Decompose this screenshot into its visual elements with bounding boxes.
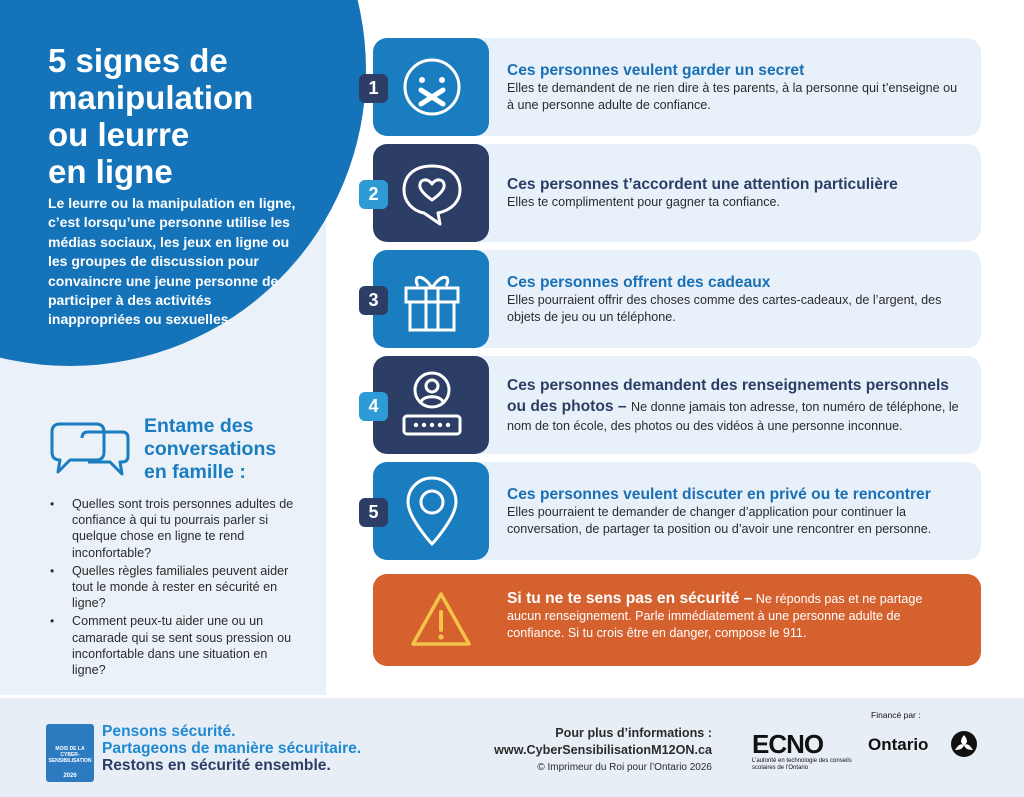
question-item: • Quelles sont trois personnes adultes de confiance à qui tu pourrais parler si quelque chose en ligne te rend inconfortable? (48, 496, 298, 561)
question-item: • Comment peux-tu aider une ou un camarade qui se sent sous pression ou inconfortable dans une situation en ligne? (48, 613, 298, 678)
warning-description: Ne réponds pas et ne partage aucun renseignement. Parle immédiatement à une personne adulte de confiance. Si tu crois être en danger, compose le 911. (507, 592, 923, 640)
badge-year: 2026 (63, 773, 77, 779)
sign-title: Ces personnes demandent des renseignements personnels ou des photos – (507, 376, 949, 415)
chat-bubbles-icon (48, 418, 134, 480)
warning-box (373, 574, 981, 666)
mouth-taped-face-icon (400, 50, 464, 124)
cyber-awareness-badge (46, 724, 94, 782)
sign-card-1 (368, 38, 981, 136)
user-password-icon (400, 368, 464, 442)
ontario-trillium-icon (950, 730, 978, 758)
more-info-label: Pour plus d’informations : (555, 726, 712, 740)
ecno-logo (752, 730, 862, 772)
sign-title: Ces personnes veulent discuter en privé ou te rencontrer (507, 485, 931, 503)
sign-tile (373, 462, 489, 560)
ecno-wordmark: ECNO (752, 729, 824, 759)
ecno-subtitle: L’autorité en technologie des conseils scolaires de l’Ontario (752, 758, 852, 771)
sign-title: Ces personnes offrent des cadeaux (507, 273, 771, 291)
more-info (470, 725, 712, 759)
sign-number: 5 (359, 498, 388, 527)
question-item: • Quelles règles familiales peuvent aider tout le monde à rester en sécurité en ligne? (48, 563, 298, 612)
funded-by-label: Financé par : (871, 710, 921, 720)
tagline-line: Restons en sécurité ensemble. (102, 757, 331, 774)
sign-number: 3 (359, 286, 388, 315)
sign-title: Ces personnes t’accordent une attention particulière (507, 176, 898, 193)
sign-tile (373, 356, 489, 454)
sign-card-2 (368, 144, 981, 242)
ontario-wordmark: Ontario (868, 735, 929, 754)
sign-number: 2 (359, 180, 388, 209)
sign-tile (373, 250, 489, 348)
sign-tile (373, 144, 489, 242)
question-list (48, 496, 298, 680)
sign-card-3 (368, 250, 981, 348)
badge-text: MOIS DE LA CYBER-SENSIBILISATION (48, 746, 92, 764)
gift-icon (400, 262, 464, 336)
location-pin-icon (400, 474, 464, 548)
sign-description: Elles te complimentent pour gagner ta confiance. (507, 195, 781, 209)
warning-title: Si tu ne te sens pas en sécurité – (507, 590, 753, 607)
page-title: 5 signes de manipulation ou leurre en ligne (48, 42, 254, 190)
heart-speech-bubble-icon (400, 156, 464, 230)
tagline-line: Partageons de manière sécuritaire. (102, 740, 362, 757)
sign-card-4 (368, 356, 981, 454)
sign-description: Ne donne jamais ton adresse, ton numéro de téléphone, le nom de ton école, des photos ou des vidéos à une personne inconnue. (507, 399, 959, 433)
sign-number: 1 (359, 74, 388, 103)
sign-number: 4 (359, 392, 388, 421)
intro-text: Le leurre ou la manipulation en ligne, c’est lorsqu’une personne utilise les médias sociaux, les jeux en ligne ou les groupes de discussion pour convaincre une jeune personne de participer à des activités inappropriées ou sexuelles. (48, 195, 296, 328)
tagline (102, 723, 361, 774)
conversation-title: Entame des conversations en famille : (144, 415, 277, 483)
sign-tile (373, 38, 489, 136)
sign-description: Elles pourraient te demander de changer d’application pour continuer la conversation, de partager ta position ou d’avoir une rencontrer en personne. (507, 504, 932, 536)
sign-title: Ces personnes veulent garder un secret (507, 61, 805, 79)
sign-description: Elles pourraient offrir des choses comme des cartes-cadeaux, de l’argent, des objets de jeu ou un téléphone. (507, 292, 942, 324)
sign-description: Elles te demandent de ne rien dire à tes parents, à la personne qui t’enseigne ou à une personne adulte de confiance. (507, 80, 958, 112)
sign-card-5 (368, 462, 981, 560)
warning-triangle-icon (409, 588, 473, 652)
copyright: © Imprimeur du Roi pour l’Ontario 2026 (537, 762, 712, 773)
tagline-line: Pensons sécurité. (102, 723, 236, 740)
website-link[interactable]: www.CyberSensibilisationM12ON.ca (494, 743, 712, 757)
